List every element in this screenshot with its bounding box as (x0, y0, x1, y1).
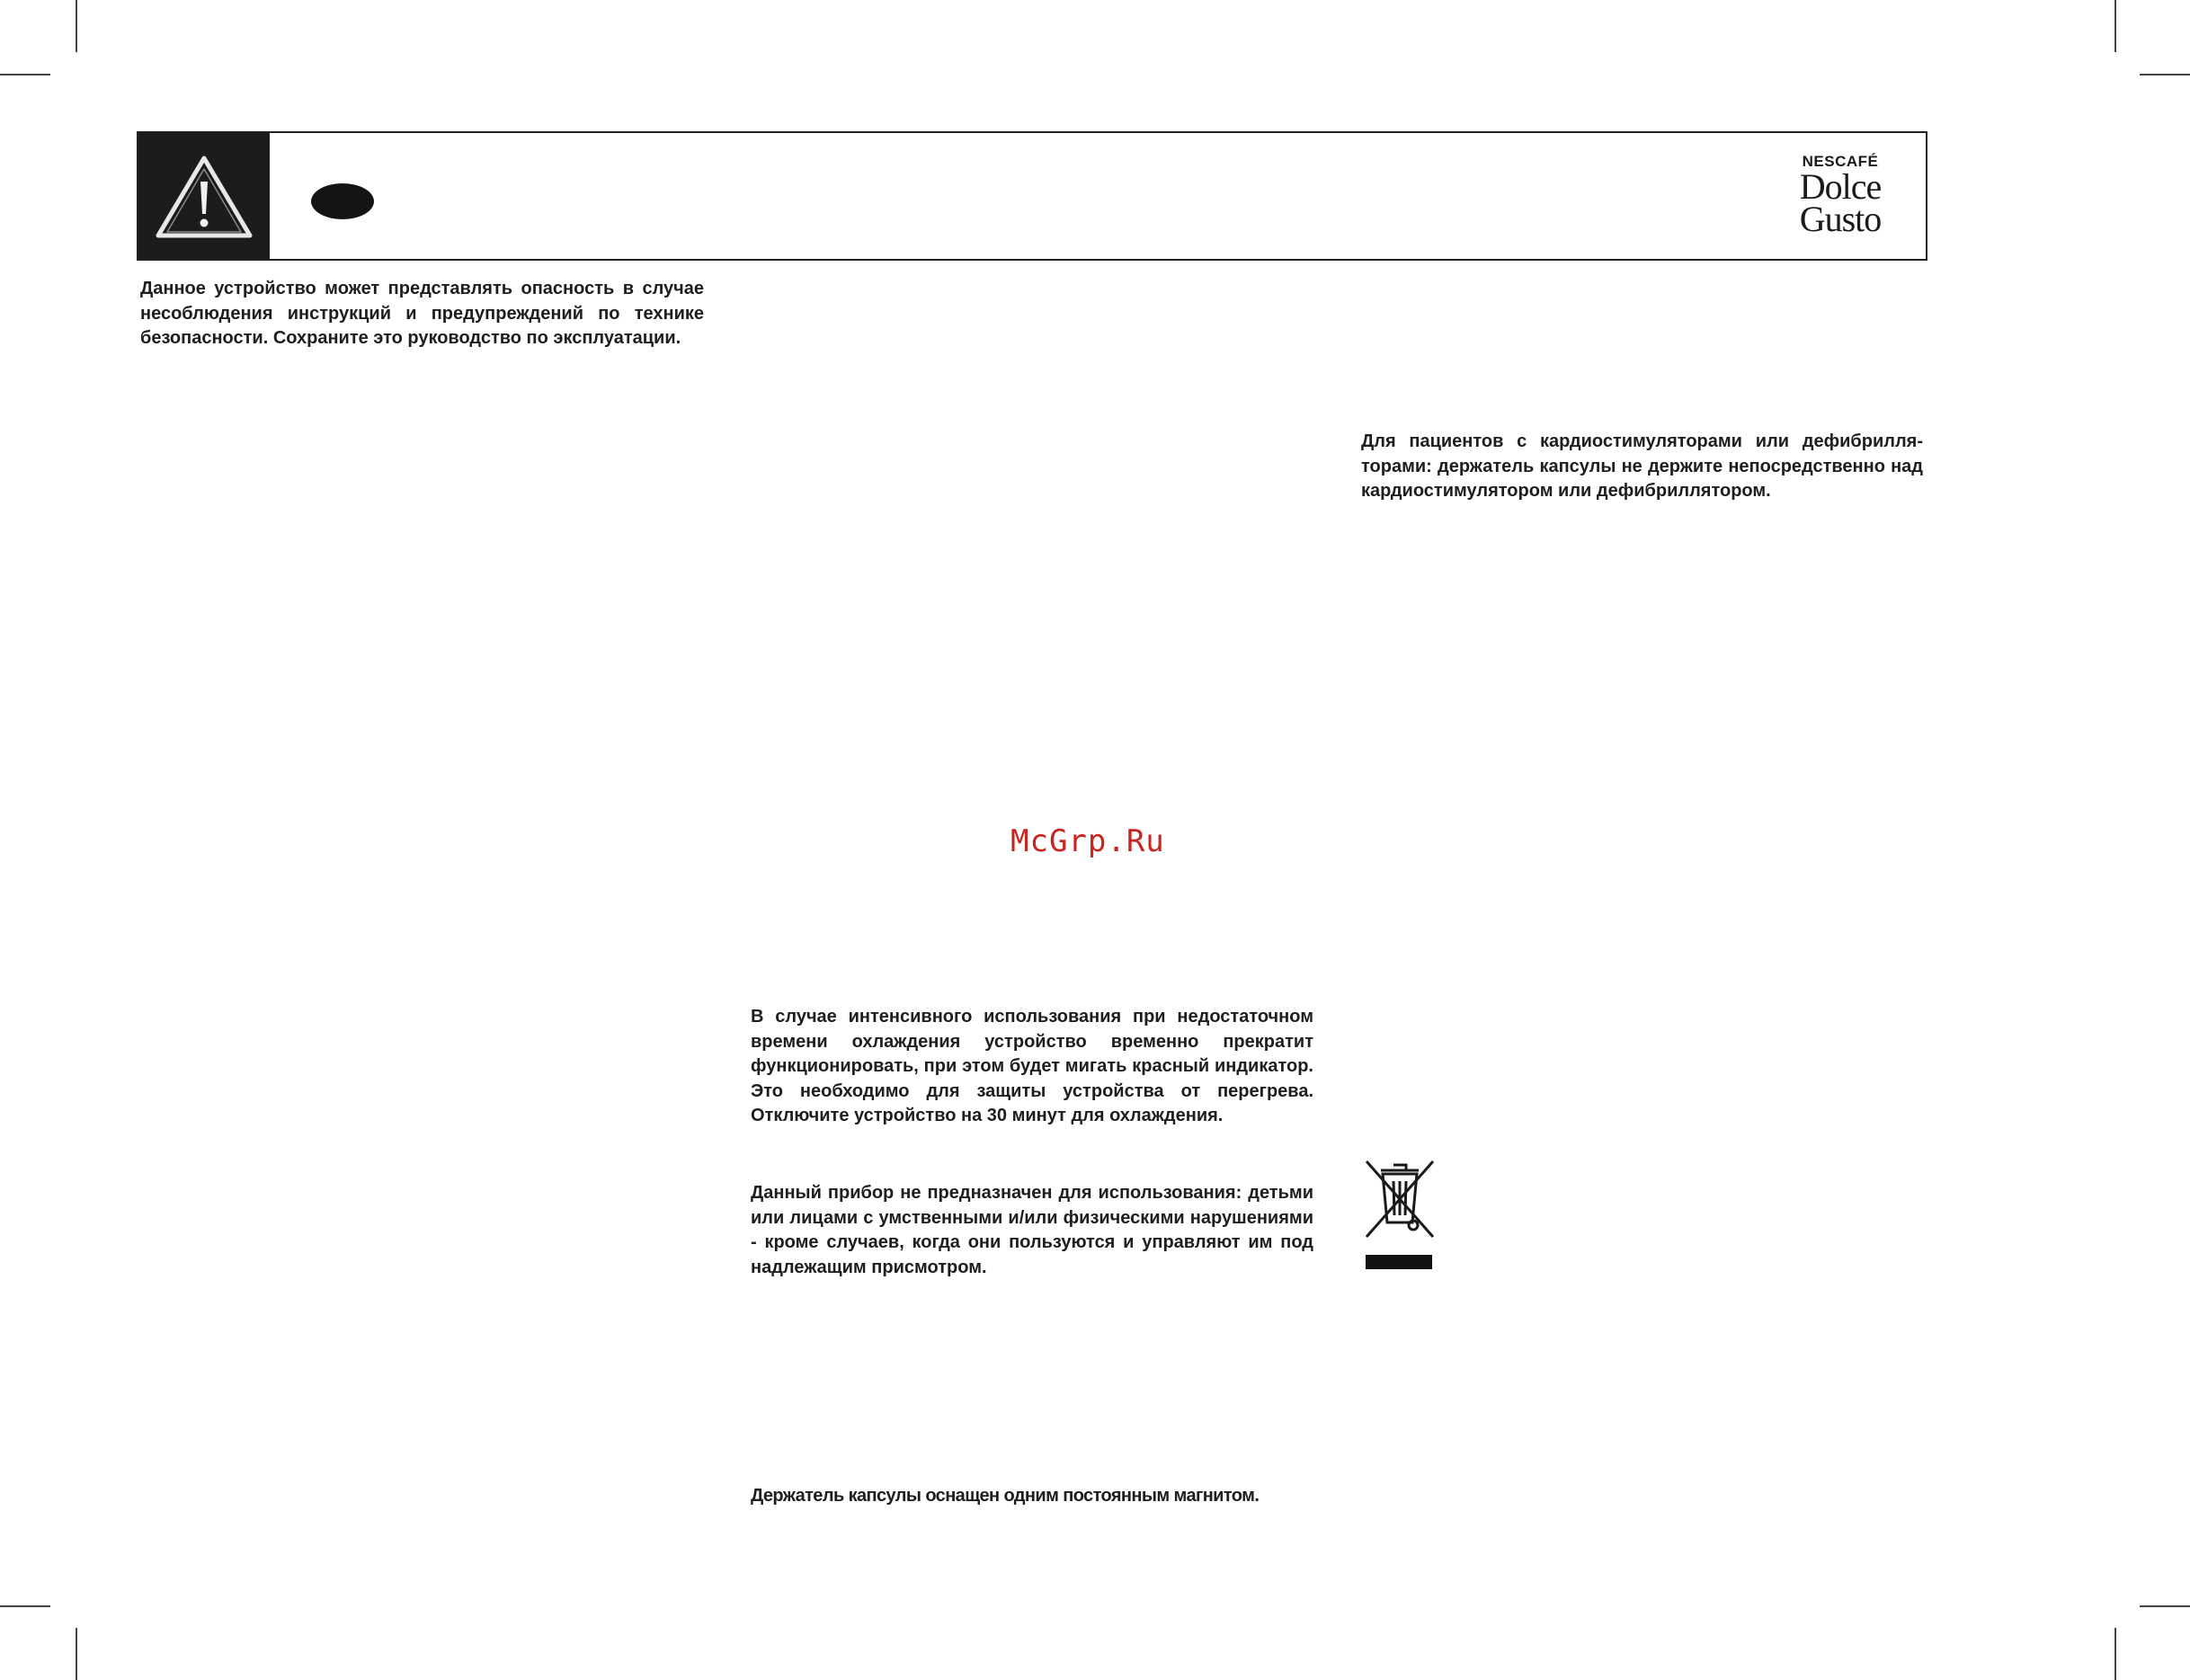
crop-mark (76, 0, 77, 52)
overheat-warning-text: В случае интенсивного использования при недостаточном времени охлаждения устройство временно прекратит функционировать, при этом будет мигать красный индикатор. Это необходимо для защиты устройства от перегрева. Отключите устройство на 30 минут для охлаждения. (751, 1007, 1313, 1125)
crop-mark (0, 1605, 50, 1607)
warning-triangle-icon (155, 155, 254, 241)
crop-mark (2140, 74, 2190, 76)
intro-warning-text: Данное устройство может представлять опасность в случае несоблюдения инструкций и предупреждений по технике безопасности. Сохраните это руководство по эксплуатации. (140, 279, 704, 348)
brand-logo-mid: Dolce (1799, 166, 1882, 207)
crop-mark (2114, 1628, 2116, 1680)
children-warning-text: Данный прибор не предназначен для использования: детьми или лицами с умственными и/или физическими нарушениями - кроме случаев, когда они пользуются и управляют им под надлежащим присмотром. (751, 1183, 1313, 1277)
crop-mark (2114, 0, 2116, 52)
pacemaker-warning-text: Для пациентов с кардиостимуляторами или дефибрилляторами: держатель капсулы не держите непосредственно над кардиостимулятором или дефибриллятором. (1361, 431, 1923, 501)
magnet-notice-text: Держатель капсулы оснащен одним постоянным магнитом. (751, 1486, 1260, 1506)
watermark: McGrp.Ru (1010, 823, 1165, 859)
crop-mark (2140, 1605, 2190, 1607)
language-badge (311, 183, 374, 219)
header-bar (137, 131, 1927, 261)
brand-logo-bottom: Gusto (1799, 199, 1882, 239)
crop-mark (0, 74, 50, 76)
brand-logo (1787, 153, 1893, 239)
crossed-out-bin-icon (1363, 1158, 1437, 1271)
brand-logo-top: NESCAFÉ (1802, 153, 1879, 170)
crop-mark (76, 1628, 77, 1680)
warning-box (138, 133, 270, 259)
